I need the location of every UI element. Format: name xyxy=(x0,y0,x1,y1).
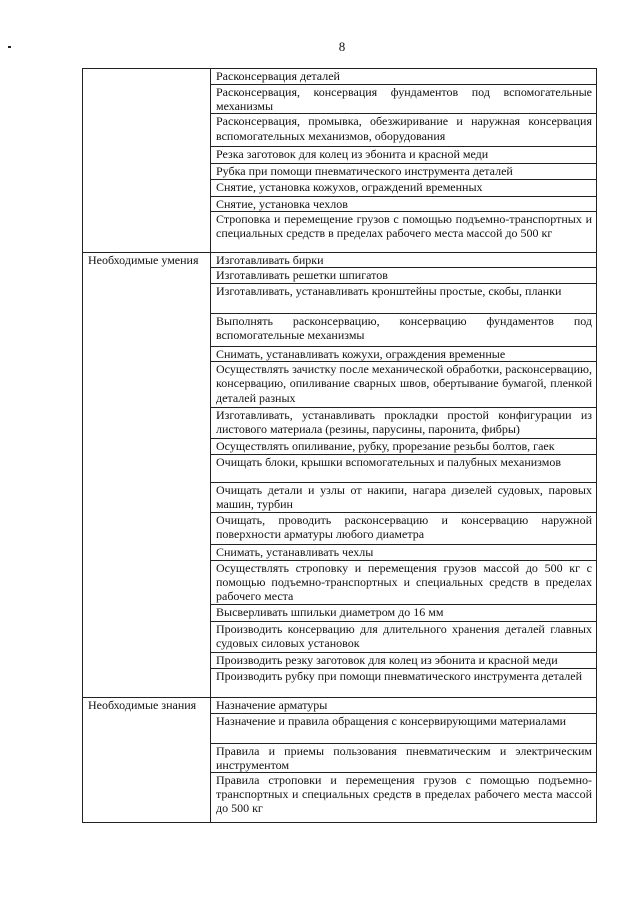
section-item: Изготавливать, устанавливать прокладки простой конфигурации из листового материала (резины, парусины, паронита, фибры) xyxy=(211,408,597,439)
page-number: 8 xyxy=(338,39,346,54)
section-item: Назначение арматуры xyxy=(211,697,597,713)
section-item: Правила строповки и перемещения грузов с помощью подъемно-транспортных и специальных средств в пределах рабочего места массой до 500 кг xyxy=(211,773,597,823)
section-item: Изготавливать решетки шпигатов xyxy=(211,268,597,284)
section-item: Осуществлять строповку и перемещения грузов массой до 500 кг с помощью подъемно-транспортных и специальных средств в пределах рабочего места xyxy=(211,560,597,604)
section-item: Производить резку заготовок для колец из эбонита и красной меди xyxy=(211,652,597,668)
section-label: Необходимые знания xyxy=(83,697,211,822)
table-row xyxy=(83,252,597,267)
section-item: Расконсервация деталей xyxy=(211,69,597,85)
section-item: Высверливать шпильки диаметром до 16 мм xyxy=(211,604,597,621)
section-item: Строповка и перемещение грузов с помощью подъемно-транспортных и специальных средств в пределах рабочего места массой до 500 кг xyxy=(211,211,597,252)
section-item: Резка заготовок для колец из эбонита и красной меди xyxy=(211,147,597,164)
section-item: Изготавливать бирки xyxy=(211,252,597,267)
section-item: Назначение и правила обращения с консервирующими материалами xyxy=(211,713,597,743)
section-item: Очищать детали и узлы от накипи, нагара дизелей судовых, паровых машин, турбин xyxy=(211,483,597,512)
section-label: Необходимые умения xyxy=(83,252,211,697)
section-item: Правила и приемы пользования пневматическим и электрическим инструментом xyxy=(211,743,597,772)
section-item: Осуществлять зачистку после механической обработки, расконсервацию, консервацию, опиливание сварных швов, обертывание бумагой, пленкой деталей разных xyxy=(211,362,597,408)
section-item: Снимать, устанавливать кожухи, ограждения временные xyxy=(211,347,597,362)
section-item: Выполнять расконсервацию, консервацию фундаментов под вспомогательные механизмы xyxy=(211,314,597,347)
section-item: Очищать блоки, крышки вспомогательных и палубных механизмов xyxy=(211,455,597,483)
section-item: Снимать, устанавливать чехлы xyxy=(211,544,597,560)
table-row xyxy=(83,69,597,85)
section-item: Снятие, установка чехлов xyxy=(211,196,597,211)
section-item: Производить рубку при помощи пневматического инструмента деталей xyxy=(211,668,597,697)
section-item: Очищать, проводить расконсервацию и консервацию наружной поверхности арматуры любого диаметра xyxy=(211,512,597,544)
competency-table xyxy=(82,68,597,823)
section-item: Расконсервация, промывка, обезжиривание и наружная консервация вспомогательных механизмов, оборудования xyxy=(211,114,597,147)
section-item: Производить консервацию для длительного хранения деталей главных судовых силовых установок xyxy=(211,621,597,652)
section-item: Рубка при помощи пневматического инструмента деталей xyxy=(211,164,597,179)
section-item: Изготавливать, устанавливать кронштейны простые, скобы, планки xyxy=(211,284,597,314)
section-item: Осуществлять опиливание, рубку, прорезание резьбы болтов, гаек xyxy=(211,439,597,455)
section-item: Расконсервация, консервация фундаментов под вспомогательные механизмы xyxy=(211,85,597,114)
section-label xyxy=(83,69,211,253)
section-item: Снятие, установка кожухов, ограждений временных xyxy=(211,179,597,196)
table-row xyxy=(83,697,597,713)
